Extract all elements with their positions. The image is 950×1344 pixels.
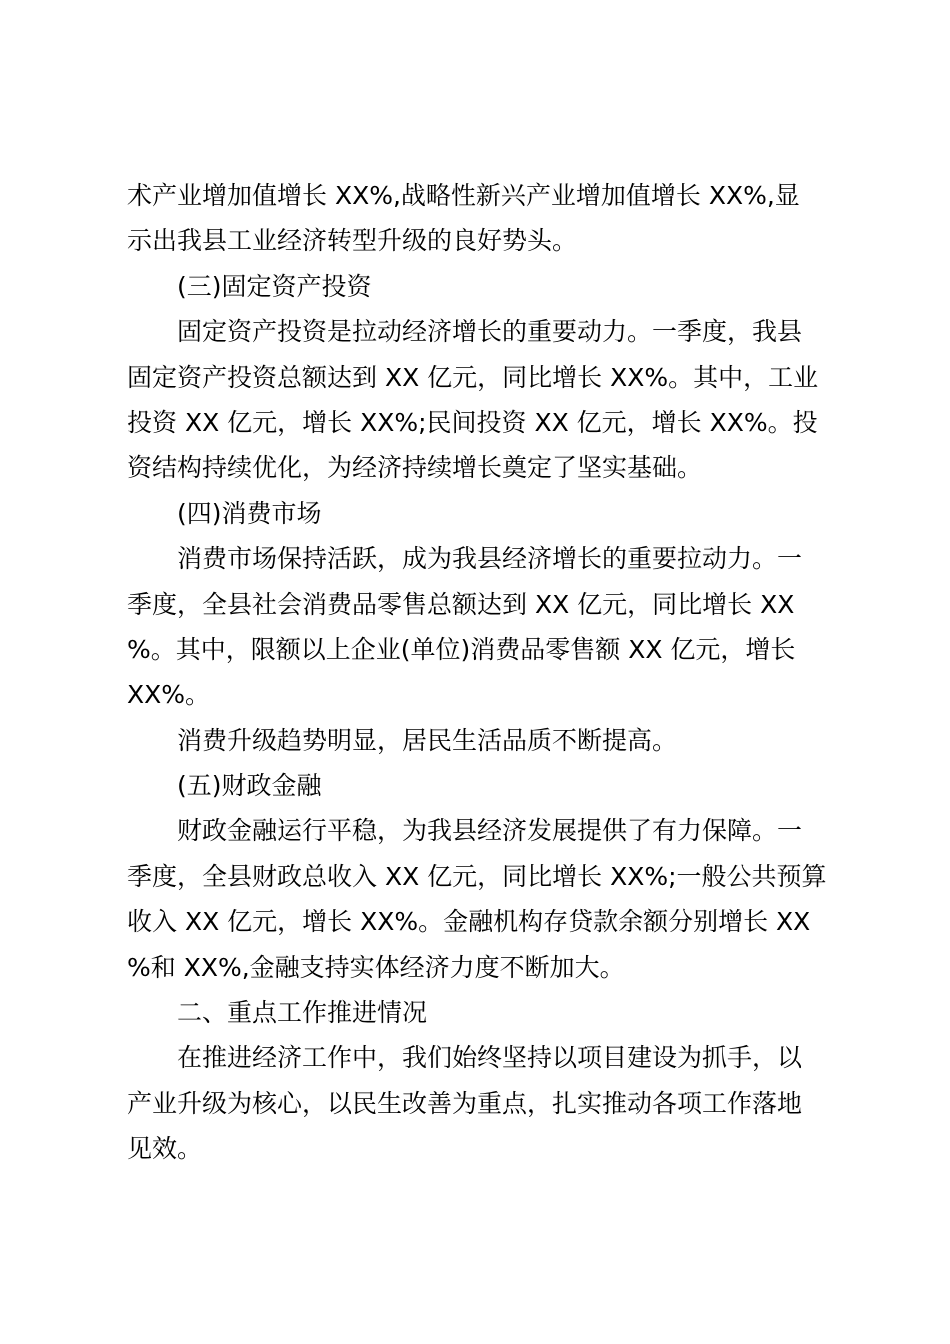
text-line: 财政金融运行平稳，为我县经济发展提供了有力保障。一 [177, 816, 803, 846]
section-heading-fixed-asset-investment: (三)固定资产投资 [177, 271, 372, 301]
text-line: 消费升级趋势明显，居民生活品质不断提高。 [177, 725, 678, 755]
text-line: 示出我县工业经济转型升级的良好势头。 [127, 226, 578, 256]
text-line: %。其中，限额以上企业(单位)消费品零售额 XX 亿元，增长 [127, 634, 796, 664]
text-line: 固定资产投资总额达到 XX 亿元，同比增长 XX%。其中，工业 [127, 362, 819, 392]
text-line: 资结构持续优化，为经济持续增长奠定了坚实基础。 [127, 453, 703, 483]
text-line: %和 XX%,金融支持实体经济力度不断加大。 [127, 952, 625, 982]
text-line: 季度，全县财政总收入 XX 亿元，同比增长 XX%;一般公共预算 [127, 861, 827, 891]
text-line: 消费市场保持活跃，成为我县经济增长的重要拉动力。一 [177, 544, 803, 574]
text-line: 投资 XX 亿元，增长 XX%;民间投资 XX 亿元，增长 XX%。投 [127, 407, 818, 437]
text-line: 术产业增加值增长 XX%,战略性新兴产业增加值增长 XX%,显 [127, 181, 800, 210]
text-line: 收入 XX 亿元，增长 XX%。金融机构存贷款余额分别增长 XX [127, 907, 811, 937]
text-line: 在推进经济工作中，我们始终坚持以项目建设为抓手，以 [177, 1043, 803, 1073]
text-line: XX%。 [127, 680, 211, 710]
text-line: 产业升级为核心，以民生改善为重点，扎实推动各项工作落地 [127, 1088, 803, 1118]
document-body [127, 173, 833, 1172]
section-heading-consumer-market: (四)消费市场 [177, 498, 322, 528]
text-line: 季度，全县社会消费品零售总额达到 XX 亿元，同比增长 XX [127, 589, 795, 619]
text-line: 固定资产投资是拉动经济增长的重要动力。一季度，我县 [177, 317, 803, 347]
section-heading-key-work-progress: 二、重点工作推进情况 [177, 998, 428, 1028]
text-line: 见效。 [127, 1134, 203, 1164]
section-heading-finance: (五)财政金融 [177, 771, 322, 801]
